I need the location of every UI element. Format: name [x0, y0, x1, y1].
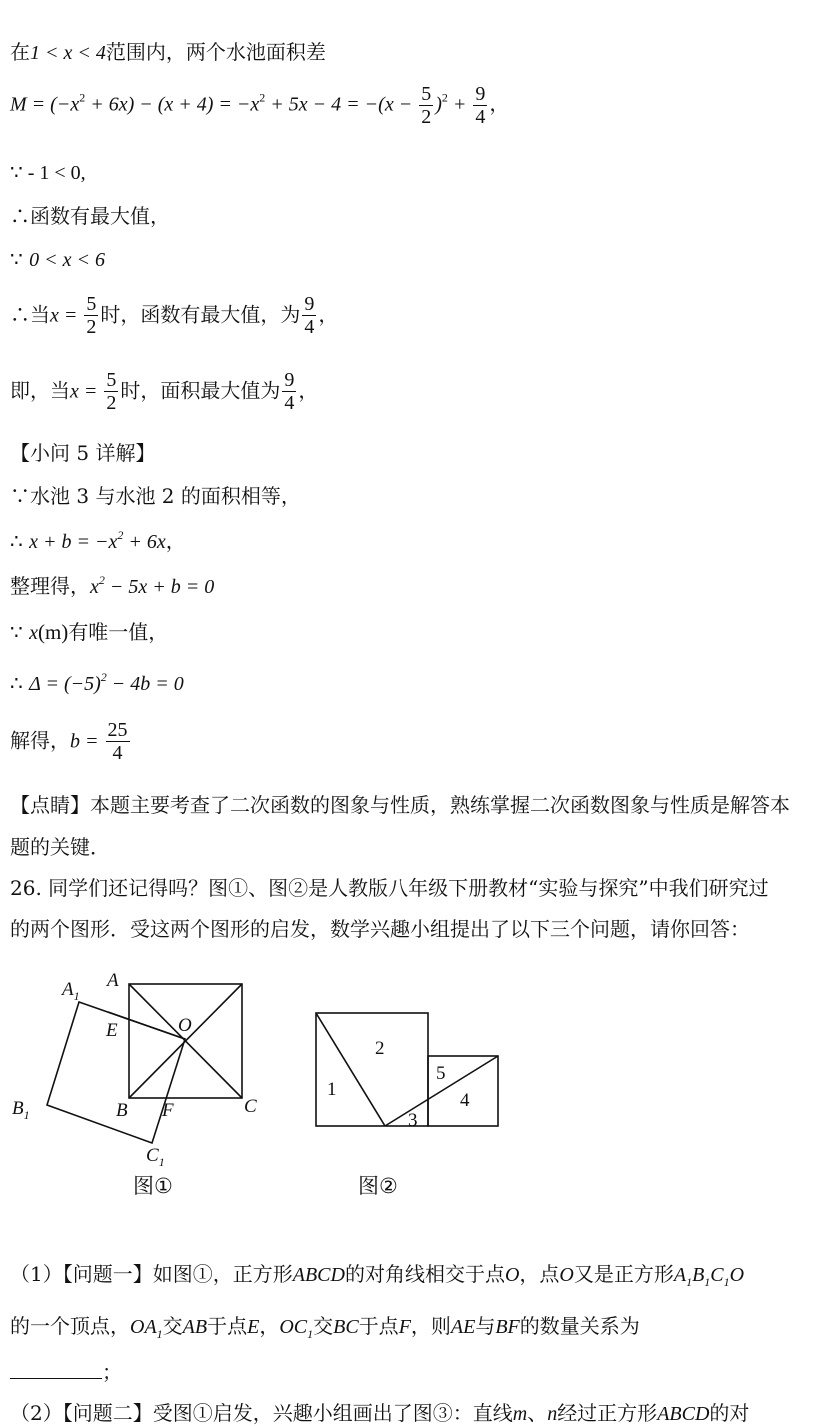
question-1-line-1 [10, 1262, 745, 1289]
fraction [106, 720, 130, 764]
text: 于点 [207, 1314, 248, 1338]
text-line-6 [10, 294, 338, 338]
region-2-label: 2 [375, 1038, 385, 1059]
fraction [84, 294, 98, 338]
subscript: 1 [156, 1327, 163, 1341]
denominator: 4 [284, 392, 295, 414]
text: 与 [475, 1314, 496, 1338]
math: OA [130, 1316, 157, 1338]
math: + 6x) − (x + 4) = −x [85, 93, 260, 116]
text: （1）【问题一】如图①，正方形 [10, 1262, 293, 1286]
text: 的数量关系为 [519, 1314, 640, 1338]
text-line-14 [10, 720, 132, 764]
math: x = [50, 304, 83, 327]
numerator: 9 [304, 293, 315, 315]
label-c1: $C_1$ [146, 1145, 165, 1169]
text: ∵ [10, 620, 30, 644]
numerator: 5 [86, 293, 97, 315]
math: AB [182, 1316, 208, 1338]
text: 在 [10, 40, 30, 64]
math: O [559, 1264, 574, 1286]
text-line-7 [10, 370, 318, 414]
text-line-17: 26. 同学们还记得吗？图①、图②是人教版八年级下册教材“实验与探究”中我们研究过 [10, 876, 769, 900]
exponent: 2 [79, 90, 86, 105]
text: 的对 [709, 1401, 750, 1425]
denominator: 2 [421, 106, 432, 128]
answer-blank[interactable] [10, 1360, 102, 1379]
exponent: 2 [98, 573, 105, 587]
math: ABCD [292, 1264, 345, 1286]
math: (m) [37, 620, 69, 644]
text: 时，面积最大值为 [120, 378, 281, 403]
math: ) [435, 93, 442, 116]
figure-1-labels [12, 970, 257, 1169]
text: ，则 [410, 1314, 451, 1338]
text-line-9: ∵水池 3 与水池 2 的面积相等， [10, 484, 301, 508]
label-c: C [244, 1096, 257, 1117]
text-line-11 [10, 573, 215, 598]
segment-eo [108, 1012, 185, 1039]
math: ABCD [657, 1403, 710, 1425]
math: x = [70, 380, 103, 403]
text: 时，函数有最大值，为 [100, 302, 301, 327]
figure-1-square-diagram [47, 984, 242, 1143]
denominator: 4 [475, 106, 486, 128]
label-o: O [178, 1015, 192, 1036]
numerator: 25 [107, 719, 128, 741]
math: b = [70, 730, 104, 753]
denominator: 4 [112, 742, 123, 764]
text-line-1 [10, 42, 326, 63]
math: n [547, 1403, 558, 1425]
denominator: 2 [86, 316, 97, 338]
label-f: F [162, 1100, 174, 1121]
text: 范围内，两个水池面积差 [105, 40, 326, 64]
math: x [90, 576, 99, 598]
text-line-13 [10, 670, 184, 695]
subscript: 1 [723, 1275, 730, 1289]
fraction [302, 294, 316, 338]
figure-2-caption: 图② [358, 1174, 398, 1198]
label-b: B [116, 1100, 128, 1121]
region-5-label: 5 [436, 1063, 446, 1084]
text: ； [102, 1360, 122, 1384]
denominator: 2 [106, 392, 117, 414]
text: ， [489, 93, 510, 116]
exponent: 2 [259, 90, 266, 105]
math: C [710, 1264, 724, 1286]
text: ， [259, 1314, 280, 1338]
math: B [692, 1264, 705, 1286]
text: 交 [313, 1314, 334, 1338]
text: 于点 [358, 1314, 399, 1338]
math: AE [450, 1316, 476, 1338]
label-a: A [107, 970, 119, 991]
math: x + b = −x [29, 531, 118, 553]
region-4-label: 4 [460, 1090, 470, 1111]
exponent: 2 [117, 528, 124, 542]
math: + [447, 93, 472, 116]
text: ， [298, 378, 319, 403]
text: ∵ [10, 247, 30, 271]
math: BF [495, 1316, 520, 1338]
math: 0 < x < 6 [29, 249, 105, 271]
numerator: 9 [475, 83, 486, 105]
text-line-18: 的两个图形．受这两个图形的启发，数学兴趣小组提出了以下三个问题，请你回答： [10, 917, 750, 941]
text: 的对角线相交于点 [344, 1262, 505, 1286]
region-1-label: 1 [327, 1079, 337, 1100]
text: ∴ [10, 529, 30, 553]
subscript: 1 [686, 1275, 693, 1289]
fraction [473, 84, 487, 128]
text: 解得， [10, 728, 70, 753]
subscript: 1 [704, 1275, 711, 1289]
exponent: 2 [441, 90, 448, 105]
text-line-3: ∵ - 1 < 0, [10, 162, 86, 184]
text-line-15: 【点睛】本题主要考查了二次函数的图象与性质，熟练掌握二次函数图象与性质是解答本 [10, 793, 790, 817]
figure-2-diagram [316, 1013, 498, 1126]
exponent: 2 [100, 670, 107, 684]
math: + 5x − 4 = −(x − [265, 93, 418, 116]
text: 又是正方形 [573, 1262, 674, 1286]
figures [0, 960, 836, 1210]
text: 经过正方形 [557, 1401, 658, 1425]
math: F [398, 1316, 411, 1338]
text-line-5 [10, 249, 105, 270]
subscript: 1 [307, 1327, 314, 1341]
fraction [419, 84, 433, 128]
text: 、 [527, 1401, 548, 1425]
text: 即，当 [10, 378, 70, 403]
text-line-10 [10, 528, 186, 553]
math: − 5x + b = 0 [104, 576, 215, 598]
numerator: 9 [284, 369, 295, 391]
figure-1-caption: 图① [133, 1174, 173, 1198]
text-line-16: 题的关键． [10, 835, 110, 859]
answer-line [10, 1360, 122, 1382]
math: E [247, 1316, 260, 1338]
label-b1: $B_1$ [12, 1098, 30, 1122]
formula-line-2 [10, 84, 509, 128]
text-line-4: ∴函数有最大值， [10, 204, 170, 228]
text: （2）【问题二】受图①启发，兴趣小组画出了图③：直线 [10, 1401, 513, 1425]
question-2-line-1 [10, 1403, 749, 1424]
text: 有唯一值， [68, 620, 169, 644]
math: + 6x [123, 531, 166, 553]
label-e: E [106, 1020, 118, 1041]
denominator: 4 [304, 316, 315, 338]
math: − 4b = 0 [106, 673, 184, 695]
math: A [673, 1264, 687, 1286]
region-3-label: 3 [408, 1110, 418, 1131]
diagonal-line [316, 1013, 385, 1126]
question-1-line-2 [10, 1314, 640, 1341]
math: O [729, 1264, 745, 1286]
text: ∴ [10, 671, 30, 695]
math: Δ = (−5) [29, 673, 101, 695]
text-line-12 [10, 622, 168, 643]
math: OC [279, 1316, 308, 1338]
text: ， [165, 529, 186, 553]
text: ，点 [519, 1262, 560, 1286]
numerator: 5 [106, 369, 117, 391]
text: ， [318, 302, 339, 327]
math: BC [333, 1316, 359, 1338]
label-a1: $A_1$ [62, 979, 80, 1003]
math: O [504, 1264, 520, 1286]
fraction [104, 370, 118, 414]
math: m [512, 1403, 528, 1425]
text: 整理得， [10, 574, 90, 598]
text: ∴当 [10, 302, 50, 327]
section-heading: 【小问 5 详解】 [10, 441, 156, 465]
math: x [29, 622, 38, 644]
math: M = (−x [10, 93, 80, 116]
text: 的一个顶点， [10, 1314, 130, 1338]
math: 1 < x < 4 [30, 42, 106, 64]
text: 交 [162, 1314, 183, 1338]
numerator: 5 [421, 83, 432, 105]
fraction [282, 370, 296, 414]
